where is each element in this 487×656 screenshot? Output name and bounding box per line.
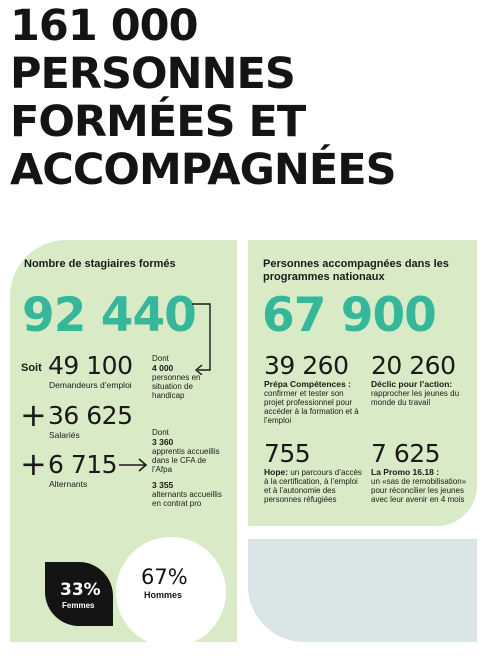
prepa-value: 39 260: [264, 351, 349, 380]
demandeurs-label: Demandeurs d’emploi: [49, 380, 132, 390]
soit-label: Soit: [21, 362, 42, 374]
hope-desc: un parcours d’accès à la certification, à l’emploi et à l’autonomie des personnes réfugiées: [264, 468, 362, 504]
declic-desc: rapprocher les jeunes du monde du travail: [371, 389, 460, 407]
hope-block: [264, 467, 364, 504]
hommes-label: Hommes: [144, 590, 183, 600]
hope-name: Hope:: [264, 467, 289, 477]
promo-value: 7 625: [371, 439, 441, 468]
salaries-label: Salariés: [49, 430, 80, 440]
headline-line-2: PERSONNES: [10, 49, 295, 99]
contrat-pro-label: alternants accueillis en contrat pro: [152, 490, 222, 508]
handicap-label: personnes en situation de handicap: [152, 373, 201, 400]
programs-total: 67 900: [262, 288, 436, 343]
programs-title: Personnes accompagnées dans les programmes nationaux: [263, 258, 449, 283]
salaries-value: 36 625: [48, 401, 133, 430]
apprentis-block: [152, 428, 232, 474]
salaries-plus: +: [20, 396, 47, 434]
promo-desc: un «sas de remobilisation» pour réconcilier les jeunes avec leur avenir en 4 mois: [371, 477, 467, 504]
trained-title: Nombre de stagiaires formés: [24, 258, 176, 270]
handicap-value: 4 000: [152, 363, 174, 373]
headline-line-1: 161 000: [10, 1, 198, 51]
hommes-pct: 67%: [141, 565, 188, 589]
declic-name: Déclic pour l’action:: [371, 379, 453, 389]
apprentis-value: 3 360: [152, 437, 174, 447]
demandeurs-value: 49 100: [48, 351, 133, 380]
prepa-desc: confirmer et tester son projet professionnel pour accéder à la formation et à l’emploi: [264, 389, 359, 425]
prepa-name: Prépa Compétences :: [264, 379, 351, 389]
handicap-block: [152, 354, 232, 400]
headline-line-3: FORMÉES ET: [10, 97, 306, 147]
femmes-label: Femmes: [62, 601, 95, 610]
alternants-value: 6 715: [48, 450, 118, 479]
alternants-label: Alternants: [49, 479, 88, 489]
apprentis-label: apprentis accueillis dans le CFA de l’Afpa: [152, 447, 220, 474]
headline-line-4: ACCOMPAGNÉES: [10, 145, 396, 195]
arrow-right-icon: [118, 458, 148, 472]
prepa-block: [264, 379, 364, 425]
apprentis-dont: Dont: [152, 428, 169, 437]
alternants-plus: +: [20, 445, 47, 483]
femmes-pct: 33%: [60, 580, 101, 600]
decorative-panel: [248, 539, 477, 642]
contrat-pro-value: 3 355: [152, 480, 174, 490]
hope-value: 755: [264, 439, 311, 468]
promo-block: [371, 467, 471, 504]
promo-name: La Promo 16.18 :: [371, 467, 440, 477]
trained-total: 92 440: [22, 288, 196, 343]
declic-block: [371, 379, 471, 407]
page-headline: [10, 2, 396, 194]
contrat-pro-block: [152, 480, 232, 508]
handicap-dont: Dont: [152, 354, 169, 363]
declic-value: 20 260: [371, 351, 456, 380]
